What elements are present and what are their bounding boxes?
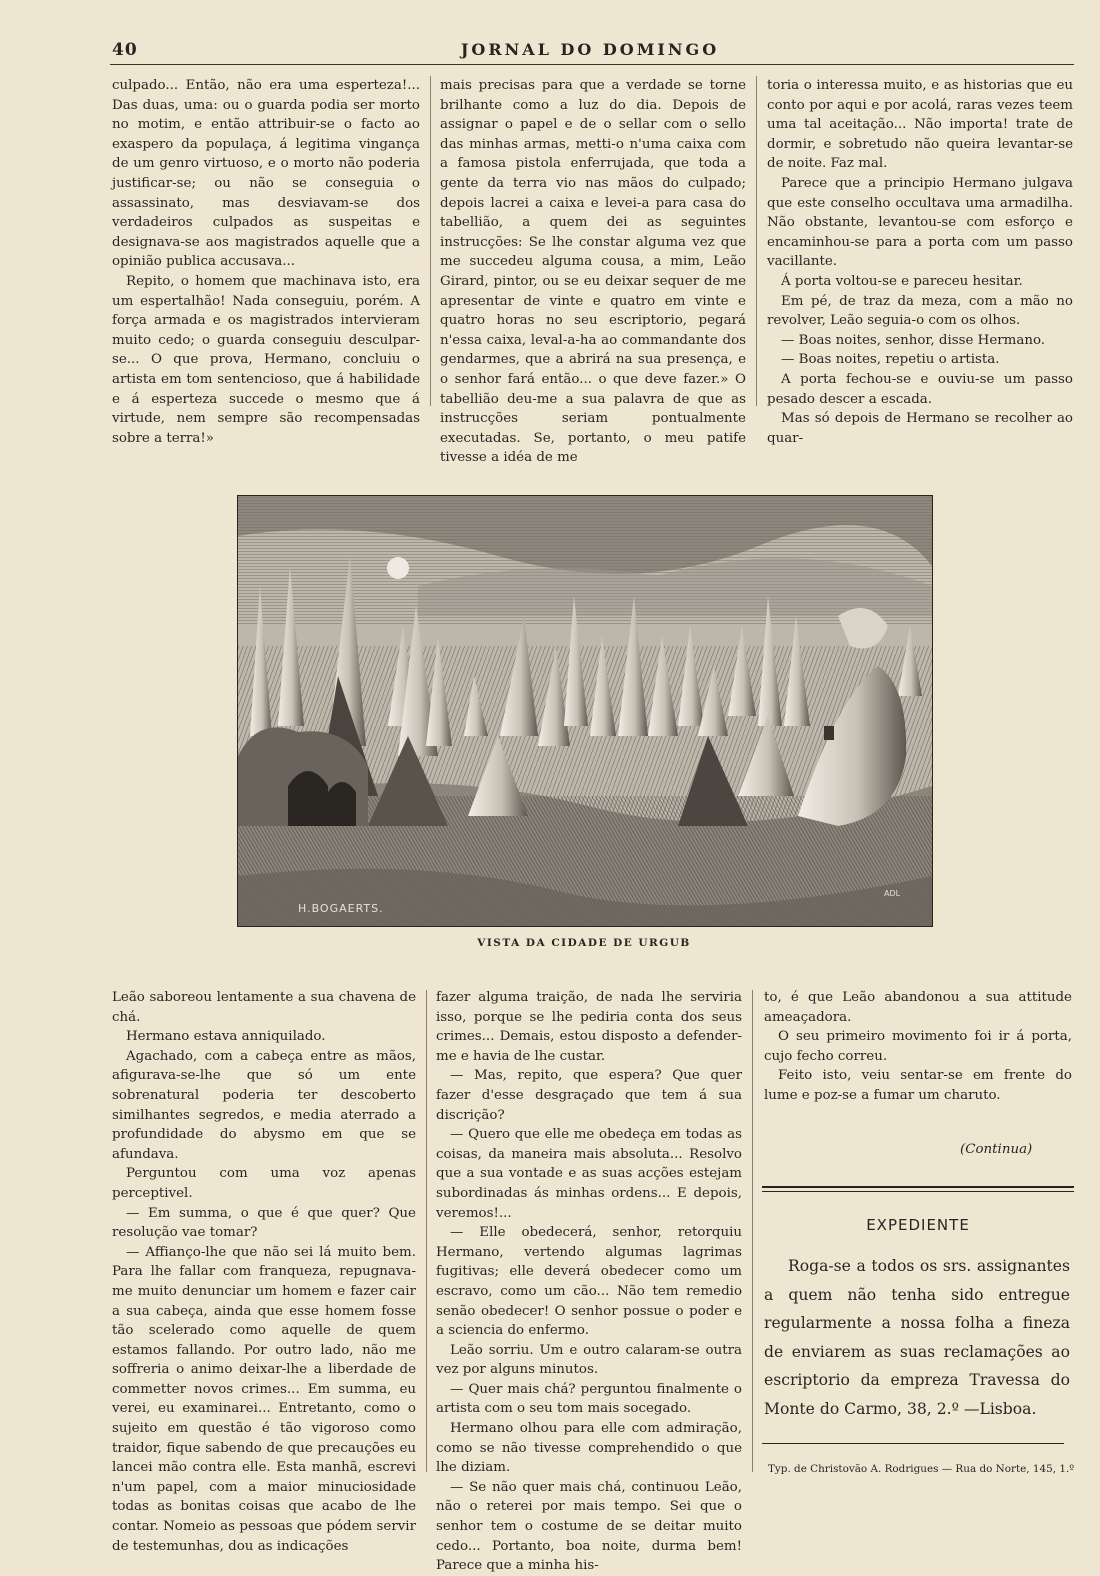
- bottom-column-3: [764, 988, 1072, 1106]
- imprint-rule: [762, 1443, 1064, 1444]
- paragraph: — Mas, repito, que espera? Que quer fazer d'esse desgraçado que tem á sua discrição?: [436, 1068, 742, 1123]
- paragraph: Á porta voltou-se e pareceu hesitar.: [781, 273, 1023, 289]
- section-rule-thick: [762, 1186, 1074, 1188]
- paragraph: fazer alguma traição, de nada lhe serviria isso, porque se lhe pediria conta dos seus crimes... Demais, estou disposto a defender-me e havia de lhe custar.: [436, 990, 742, 1064]
- landscape-engraving: [238, 496, 932, 926]
- paragraph: toria o interessa muito, e as historias que eu conto por aqui e por acolá, raras vezes teem uma tal aceitação... Não importa! trate de dormir, e sobretudo não queira levantar-se de noite. Faz mal.: [767, 78, 1073, 172]
- paragraph: — Quer mais chá? perguntou finalmente o artista com o seu tom mais socegado.: [436, 1381, 742, 1417]
- column-rule: [752, 990, 753, 1472]
- paragraph: — Affianço-lhe que não sei lá muito bem. Para lhe fallar com franqueza, repugnava-me muito denunciar um homem e fazer cair a sua cabeça, ainda que esse homem fosse tão scelerado como aquelle de quem estamos fallando. Por outro lado, não me soffreria o animo deixar-lhe a liberdade de commetter novos crimes... Em summa, eu verei, eu examinarei... Entretanto, como o sujeito em questão é tão vigoroso como traidor, fique sabendo de que precauções eu lancei mão contra elle. Esta manhã, escrevi n'um papel, com a maior minuciosidade todas as bonitas coisas que acabo de lhe contar. Nomeio as pessoas que pódem servir de testemunhas, dou as indicações: [112, 1244, 416, 1554]
- paragraph: O seu primeiro movimento foi ir á porta, cujo fecho correu.: [764, 1029, 1072, 1064]
- section-rule-thin: [762, 1191, 1074, 1192]
- printer-imprint: Typ. de Christovão A. Rodrigues — Rua do Norte, 145, 1.º: [768, 1463, 1075, 1475]
- paragraph: Perguntou com uma voz apenas perceptivel.: [112, 1166, 416, 1201]
- bottom-column-1: [112, 988, 416, 1556]
- bottom-column-2: [436, 988, 742, 1576]
- expediente-title: EXPEDIENTE: [866, 1216, 970, 1234]
- top-column-1: [112, 76, 420, 448]
- paragraph: Agachado, com a cabeça entre as mãos, afigurava-se-lhe que só um ente sobrenatural poderia ter descoberto similhantes segredos, e media aterrado a profundidade do abysmo em que se afundava.: [112, 1048, 416, 1162]
- paragraph: Mas só depois de Hermano se recolher ao quar-: [767, 411, 1073, 446]
- paragraph: Hermano estava anniquilado.: [126, 1029, 326, 1045]
- column-rule: [426, 990, 427, 1472]
- paragraph: Feito isto, veiu sentar-se em frente do lume e poz-se a fumar um charuto.: [764, 1068, 1072, 1103]
- paragraph: Leão saboreou lentamente a sua chavena de chá.: [112, 990, 416, 1025]
- paragraph: — Quero que elle me obedeça em todas as coisas, da maneira mais absoluta... Resolvo que a sua vontade e as suas acções estejam subordinadas ás minhas ordens... E depois, veremos!...: [436, 1127, 742, 1221]
- paragraph: Parece que a principio Hermano julgava que este conselho occultava uma armadilha. Não obstante, levantou-se com esforço e encaminhou-se para a porta com um passo vacillante.: [767, 175, 1073, 270]
- top-column-3: [767, 76, 1073, 448]
- column-rule: [430, 76, 431, 406]
- column-rule: [756, 76, 757, 406]
- artist-signature: H.BOGAERTS.: [298, 902, 384, 915]
- continua-note: (Continua): [960, 1142, 1033, 1157]
- paragraph: culpado... Então, não era uma esperteza!... Das duas, uma: ou o guarda podia ser morto no motim, e então attribuir-se o facto ao exaspero da populaça, á legitima vingança de um genro virtuoso, e o morto não poderia justificar-se; ou não se conseguia o assassinato, mas desviavam-se dos verdadeiros culpados as suspeitas e designava-se aos magistrados aquelle que a opinião publica accusava...: [112, 78, 420, 270]
- paragraph: — Se não quer mais chá, continuou Leão, não o reterei por mais tempo. Sei que o senhor tem o costume de se deitar muito cedo... Portanto, boa noite, durma bem! Parece que a minha his-: [436, 1479, 742, 1574]
- paragraph: — Elle obedecerá, senhor, retorquiu Hermano, vertendo algumas lagrimas fugitivas; elle deverá obedecer como um escravo, como um cão... Não tem remedio senão obedecer! O senhor possue o poder e a sciencia do enfermo.: [436, 1225, 742, 1339]
- page-number: 40: [112, 40, 138, 60]
- engraver-signature: ADL: [884, 889, 901, 898]
- header-rule: [110, 64, 1074, 65]
- paragraph: A porta fechou-se e ouviu-se um passo pesado descer a escada.: [767, 371, 1073, 407]
- paragraph: Hermano olhou para elle com admiração, como se não tivesse comprehendido o que lhe diziam.: [436, 1421, 742, 1476]
- top-column-2: [440, 76, 746, 468]
- illustration-caption: VISTA DA CIDADE DE URGUB: [477, 937, 691, 949]
- paragraph: Leão sorriu. Um e outro calaram-se outra vez por alguns minutos.: [436, 1342, 742, 1378]
- engraving-illustration: [237, 495, 933, 927]
- expediente-text: Roga-se a todos os srs. assignantes a quem não tenha sido entregue regularmente a nossa folha a fineza de enviarem as suas reclamações ao escriptorio da empreza Travessa do Monte do Carmo, 38, 2.º —Lisboa.: [764, 1257, 1070, 1418]
- paragraph: — Boas noites, senhor, disse Hermano.: [781, 332, 1046, 348]
- masthead-title: JORNAL DO DOMINGO: [460, 40, 720, 59]
- paragraph: mais precisas para que a verdade se torne brilhante como a luz do dia. Depois de assignar o papel e de o sellar com o sello das minhas armas, metti-o n'uma caixa com a famosa pistola enferrujada, que toda a gente da terra vio nas mãos do culpado; depois lacrei a caixa e levei-a para casa do tabellião, a quem dei as seguintes instrucções: Se lhe constar alguma vez que me succedeu alguma cousa, a mim, Leão Girard, pintor, ou se eu deixar sequer de me apresentar de vinte e quatro em vinte e quatro horas no seu escriptorio, pegará n'essa caixa, leval-a-ha ao commandante dos gendarmes, que a abrirá na sua presença, e o senhor fará então... o que deve fazer.» O tabellião deu-me a sua palavra de que as instrucções seriam pontualmente executadas. Se, portanto, o meu patife tivesse a idéa de me: [440, 78, 746, 466]
- paragraph: — Em summa, o que é que quer? Que resolução vae tomar?: [112, 1205, 416, 1241]
- expediente-body: [764, 1252, 1070, 1424]
- paragraph: Em pé, de traz da meza, com a mão no revolver, Leão seguia-o com os olhos.: [767, 293, 1073, 329]
- paragraph: to, é que Leão abandonou a sua attitude ameaçadora.: [764, 990, 1072, 1025]
- paragraph: — Boas noites, repetiu o artista.: [781, 352, 1000, 368]
- paragraph: Repito, o homem que machinava isto, era um espertalhão! Nada conseguiu, porém. A força armada e os magistrados intervieram muito cedo; o guarda conseguiu desculpar-se... O que prova, Hermano, concluiu o artista em tom sentencioso, que á habilidade e á esperteza succede o mesmo que á virtude, nem sempre são recompensadas sobre a terra!»: [112, 273, 420, 446]
